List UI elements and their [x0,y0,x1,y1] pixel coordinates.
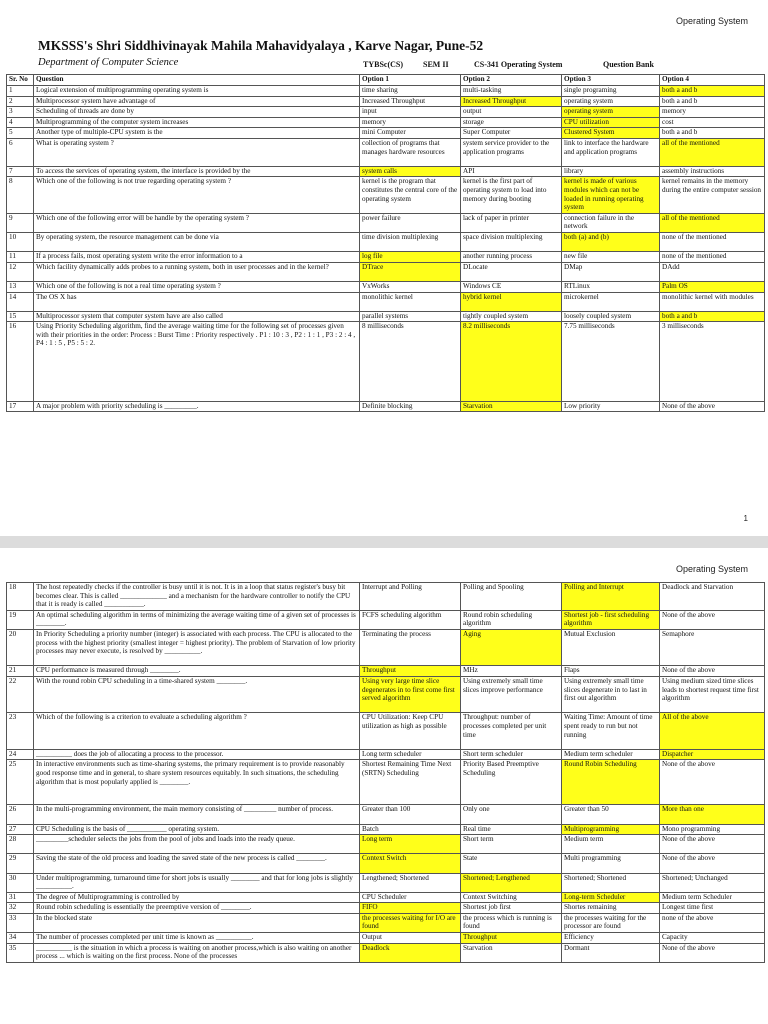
header-option-2: Option 2 [461,75,562,86]
question-row [7,107,765,118]
option-2: Increased Throughput [461,96,562,107]
option-3: 7.75 milliseconds [562,322,660,401]
question-text: Multiprocessor system have advantage of [34,96,360,107]
option-2: multi-tasking [461,86,562,97]
option-1: kernel is the program that constitutes the central core of the operating system [360,177,461,213]
question-row [7,128,765,139]
option-3: operating system [562,96,660,107]
option-4: none of the mentioned [660,252,765,263]
question-text: In interactive environments such as time-sharing systems, the primary requirement is to provide reasonably good response time and in general, to share system resources equitably. In such situations, the scheduling algorithm that is most popularly applied is ________. [34,760,360,805]
question-text: Which one of the following error will be handle by the operating system ? [34,213,360,232]
question-text: The degree of Multiprogramming is controlled by [34,892,360,903]
question-text: The OS X has [34,292,360,311]
question-number: 30 [7,873,34,892]
question-number: 35 [7,943,34,962]
question-text: Logical extension of multiprogramming operating system is [34,86,360,97]
option-4: both a and b [660,128,765,139]
question-text: Another type of multiple-CPU system is the [34,128,360,139]
option-3: Shortes remaining [562,903,660,914]
running-header: Operating System [675,564,748,574]
option-4: assembly instructions [660,166,765,177]
question-text: Which facility dynamically adds probes to a running system, both in user processes and in the kernel? [34,262,360,281]
option-2: Windows CE [461,281,562,292]
option-3: Using extremely small time slices degenerate in to last in first out algorithm [562,676,660,712]
option-2: MHz [461,666,562,677]
question-text: Multiprocessor system that computer system have are also called [34,311,360,322]
question-text: CPU Scheduling is the basis of ___________ operating system. [34,824,360,835]
question-table-page-2 [6,582,764,963]
option-4: DAdd [660,262,765,281]
question-row [7,892,765,903]
option-3: kernel is made of various modules which can not be loaded in running operating system [562,177,660,213]
option-3: the processes waiting for the processor are found [562,913,660,932]
option-2: system service provider to the application programs [461,138,562,166]
header-sr-no: Sr. No [7,75,34,86]
question-number: 6 [7,138,34,166]
option-4: kernel remains in the memory during the entire computer session [660,177,765,213]
question-number: 33 [7,913,34,932]
question-number: 7 [7,166,34,177]
question-number: 13 [7,281,34,292]
option-4: Longest time first [660,903,765,914]
question-row [7,933,765,944]
option-4: Medium term Scheduler [660,892,765,903]
option-3: microkernel [562,292,660,311]
option-4: all of the mentioned [660,213,765,232]
option-3: new file [562,252,660,263]
option-2: Aging [461,629,562,665]
question-text: Which one of the following is not a real time operating system ? [34,281,360,292]
question-number: 22 [7,676,34,712]
question-row [7,943,765,962]
doc-type-label: Question Bank [603,60,654,69]
question-text: In the multi-programming environment, the main memory consisting of _________ number of process. [34,805,360,824]
page-2 [0,548,768,1024]
option-2: Throughput [461,933,562,944]
option-3: Dormant [562,943,660,962]
question-row [7,873,765,892]
option-1: Interrupt and Polling [360,583,461,611]
header-option-4: Option 4 [660,75,765,86]
option-1: Context Switch [360,854,461,873]
option-2: space division multiplexing [461,232,562,251]
option-3: Low priority [562,401,660,412]
question-number: 23 [7,713,34,749]
option-1: log file [360,252,461,263]
option-1: 8 milliseconds [360,322,461,401]
option-3: DMap [562,262,660,281]
question-row [7,903,765,914]
option-3: link to interface the hardware and application programs [562,138,660,166]
option-4: none of the mentioned [660,232,765,251]
question-row [7,835,765,854]
option-3: Greater than 50 [562,805,660,824]
option-4: Mono programming [660,824,765,835]
option-1: Long term [360,835,461,854]
option-2: Short term scheduler [461,749,562,760]
question-number: 34 [7,933,34,944]
question-number: 26 [7,805,34,824]
question-text: With the round robin CPU scheduling in a time-shared system ________. [34,676,360,712]
option-2: Priority Based Preemptive Scheduling [461,760,562,805]
option-1: Output [360,933,461,944]
question-row [7,213,765,232]
question-row [7,281,765,292]
option-4: Dispatcher [660,749,765,760]
option-3: Shortest job - first scheduling algorithm [562,610,660,629]
question-number: 19 [7,610,34,629]
option-3: both (a) and (b) [562,232,660,251]
college-title: MKSSS's Shri Siddhivinayak Mahila Mahavidyalaya , Karve Nagar, Pune-52 [38,38,484,53]
option-3: Mutual Exclusion [562,629,660,665]
question-text: Which of the following is a criterion to evaluate a scheduling algorithm ? [34,713,360,749]
option-3: single programing [562,86,660,97]
option-4: None of the above [660,835,765,854]
question-number: 14 [7,292,34,311]
question-row [7,629,765,665]
question-number: 3 [7,107,34,118]
option-3: Medium term [562,835,660,854]
question-text: In the blocked state [34,913,360,932]
option-1: CPU Scheduler [360,892,461,903]
option-4: monolithic kernel with modules [660,292,765,311]
option-2: State [461,854,562,873]
question-number: 17 [7,401,34,412]
option-1: Lengthened; Shortened [360,873,461,892]
option-4: Semaphore [660,629,765,665]
question-row [7,760,765,805]
option-3: Waiting Time: Amount of time spent ready to run but not running [562,713,660,749]
option-2: Only one [461,805,562,824]
option-3: library [562,166,660,177]
option-2: 8.2 milliseconds [461,322,562,401]
course-label: CS-341 Operating System [474,60,563,69]
option-3: Clustered System [562,128,660,139]
option-4: cost [660,117,765,128]
question-number: 16 [7,322,34,401]
option-4: None of the above [660,943,765,962]
option-1: memory [360,117,461,128]
option-2: Round robin scheduling algorithm [461,610,562,629]
question-row [7,610,765,629]
option-2: API [461,166,562,177]
option-1: Definite blocking [360,401,461,412]
option-2: the process which is running is found [461,913,562,932]
option-3: Efficiency [562,933,660,944]
option-1: Shortest Remaining Time Next (SRTN) Scheduling [360,760,461,805]
option-1: collection of programs that manages hardware resources [360,138,461,166]
question-text: Round robin scheduling is essentially the preemptive version of ________. [34,903,360,914]
question-table-page-1 [6,74,764,412]
option-1: Deadlock [360,943,461,962]
option-4: both a and b [660,96,765,107]
option-2: Throughput: number of processes completed per unit time [461,713,562,749]
option-1: FCFS scheduling algorithm [360,610,461,629]
option-3: operating system [562,107,660,118]
option-3: Polling and Interrupt [562,583,660,611]
option-4: None of the above [660,401,765,412]
option-2: Short term [461,835,562,854]
table-header-row [7,75,765,86]
question-text: If a process fails, most operating system write the error information to a [34,252,360,263]
option-4: both a and b [660,311,765,322]
question-text: In Priority Scheduling a priority number (integer) is associated with each process. The CPU is allocated to the process with the highest priority (smallest integer = highest priority). The problem of Starvation of low priority processes may never execute, is resolved by __________. [34,629,360,665]
semester-label: SEM II [423,60,449,69]
option-1: time sharing [360,86,461,97]
option-4: both a and b [660,86,765,97]
question-row [7,177,765,213]
question-row [7,824,765,835]
option-4: 3 milliseconds [660,322,765,401]
option-2: Real time [461,824,562,835]
option-4: Deadlock and Starvation [660,583,765,611]
question-number: 8 [7,177,34,213]
option-1: CPU Utilization: Keep CPU utilization as high as possible [360,713,461,749]
option-1: power failure [360,213,461,232]
option-1: Long term scheduler [360,749,461,760]
option-2: Polling and Spooling [461,583,562,611]
option-4: Capacity [660,933,765,944]
option-2: hybrid kernel [461,292,562,311]
option-2: Shortened; Lengthened [461,873,562,892]
question-number: 25 [7,760,34,805]
question-text: Under multiprogramming, turnaround time for short jobs is usually ________ and that for long jobs is slightly __________. [34,873,360,892]
option-2: kernel is the first part of operating system to load into memory during booting [461,177,562,213]
question-text: The number of processes completed per unit time is known as __________. [34,933,360,944]
option-1: time division multiplexing [360,232,461,251]
option-1: Increased Throughput [360,96,461,107]
question-row [7,117,765,128]
class-label: TYBSc(CS) [363,60,404,69]
option-2: output [461,107,562,118]
question-row [7,854,765,873]
question-number: 18 [7,583,34,611]
question-row [7,252,765,263]
option-3: Shortened; Shortened [562,873,660,892]
running-header: Operating System [675,16,748,26]
question-text: To access the services of operating system, the interface is provided by the [34,166,360,177]
option-2: storage [461,117,562,128]
question-text: __________ is the situation in which a process is waiting on another process,which is also waiting on another process ... which is waiting on the first process. None of the processes [34,943,360,962]
department-name: Department of Computer Science [38,57,179,68]
question-row [7,583,765,611]
option-3: Flaps [562,666,660,677]
option-2: lack of paper in printer [461,213,562,232]
option-4: None of the above [660,610,765,629]
question-text: Which one of the following is not true regarding operating system ? [34,177,360,213]
option-4: All of the above [660,713,765,749]
option-1: Terminating the process [360,629,461,665]
question-row [7,166,765,177]
question-number: 28 [7,835,34,854]
question-text: An optimal scheduling algorithm in terms of minimizing the average waiting time of a given set of processes is ________. [34,610,360,629]
question-row [7,322,765,401]
option-4: Palm OS [660,281,765,292]
option-3: Multiprogramming [562,824,660,835]
option-1: Greater than 100 [360,805,461,824]
option-1: parallel systems [360,311,461,322]
option-4: none of the above [660,913,765,932]
option-4: None of the above [660,760,765,805]
option-3: connection failure in the network [562,213,660,232]
question-row [7,86,765,97]
option-3: Multi programming [562,854,660,873]
question-number: 15 [7,311,34,322]
question-text: A major problem with priority scheduling is _________. [34,401,360,412]
question-text: __________ does the job of allocating a process to the processor. [34,749,360,760]
option-2: Shortest job first [461,903,562,914]
option-3: Long-term Scheduler [562,892,660,903]
option-4: Shortened; Unchanged [660,873,765,892]
question-row [7,666,765,677]
question-row [7,805,765,824]
question-number: 11 [7,252,34,263]
question-row [7,401,765,412]
header-option-3: Option 3 [562,75,660,86]
option-4: More than one [660,805,765,824]
option-2: another running process [461,252,562,263]
question-number: 29 [7,854,34,873]
question-row [7,138,765,166]
question-number: 24 [7,749,34,760]
option-3: RTLinux [562,281,660,292]
option-4: memory [660,107,765,118]
page-number: 1 [743,514,748,523]
question-number: 4 [7,117,34,128]
option-1: DTrace [360,262,461,281]
option-4: all of the mentioned [660,138,765,166]
option-2: Super Computer [461,128,562,139]
option-2: Using extremely small time slices improve performance [461,676,562,712]
header-question: Question [34,75,360,86]
question-row [7,676,765,712]
option-3: Medium term scheduler [562,749,660,760]
question-number: 9 [7,213,34,232]
option-3: Round Robin Scheduling [562,760,660,805]
question-row [7,913,765,932]
question-text: Saving the state of the old process and loading the saved state of the new process is called ________. [34,854,360,873]
option-1: VxWorks [360,281,461,292]
question-row [7,96,765,107]
option-4: None of the above [660,666,765,677]
option-2: Context Switching [461,892,562,903]
question-row [7,713,765,749]
question-number: 21 [7,666,34,677]
option-1: Throughput [360,666,461,677]
option-1: input [360,107,461,118]
option-1: Using very large time slice degenerates in to first come first served algorithm [360,676,461,712]
question-text: The host repeatedly checks if the controller is busy until it is not. It is in a loop that status register's busy bit becomes clear. This is called _____________ and a mechanism for the hardware controller to notify the CPU that it is ready is called ___________. [34,583,360,611]
question-text: CPU performance is measured through ________. [34,666,360,677]
question-text: What is operating system ? [34,138,360,166]
question-number: 1 [7,86,34,97]
option-1: mini Computer [360,128,461,139]
question-row [7,311,765,322]
option-4: None of the above [660,854,765,873]
question-text: By operating system, the resource management can be done via [34,232,360,251]
question-number: 12 [7,262,34,281]
option-2: Starvation [461,943,562,962]
option-1: the processes waiting for I/O are found [360,913,461,932]
option-2: DLocate [461,262,562,281]
question-text: Multiprogramming of the computer system increases [34,117,360,128]
question-number: 27 [7,824,34,835]
option-1: monolithic kernel [360,292,461,311]
option-3: loosely coupled system [562,311,660,322]
question-number: 32 [7,903,34,914]
question-row [7,749,765,760]
question-number: 20 [7,629,34,665]
option-1: FIFO [360,903,461,914]
question-number: 10 [7,232,34,251]
question-row [7,292,765,311]
question-row [7,232,765,251]
question-text: _________scheduler selects the jobs from the pool of jobs and loads into the ready queue. [34,835,360,854]
option-4: Using medium sized time slices leads to shortest request time first algorithm [660,676,765,712]
question-number: 2 [7,96,34,107]
option-3: CPU utilization [562,117,660,128]
option-1: system calls [360,166,461,177]
option-1: Batch [360,824,461,835]
option-2: Starvation [461,401,562,412]
option-2: tightly coupled system [461,311,562,322]
question-text: Scheduling of threads are done by [34,107,360,118]
question-text: Using Priority Scheduling algorithm, find the average waiting time for the following set of processes given with their priorities in the order: Process : Burst Time : Priority respectively . P1 : 10 : 3 , P2 : 1 : 1 , P3 : 2 : 4 , P4 : 1 : 5 , P5 : 5 : 2. [34,322,360,401]
header-option-1: Option 1 [360,75,461,86]
question-row [7,262,765,281]
question-number: 5 [7,128,34,139]
question-number: 31 [7,892,34,903]
